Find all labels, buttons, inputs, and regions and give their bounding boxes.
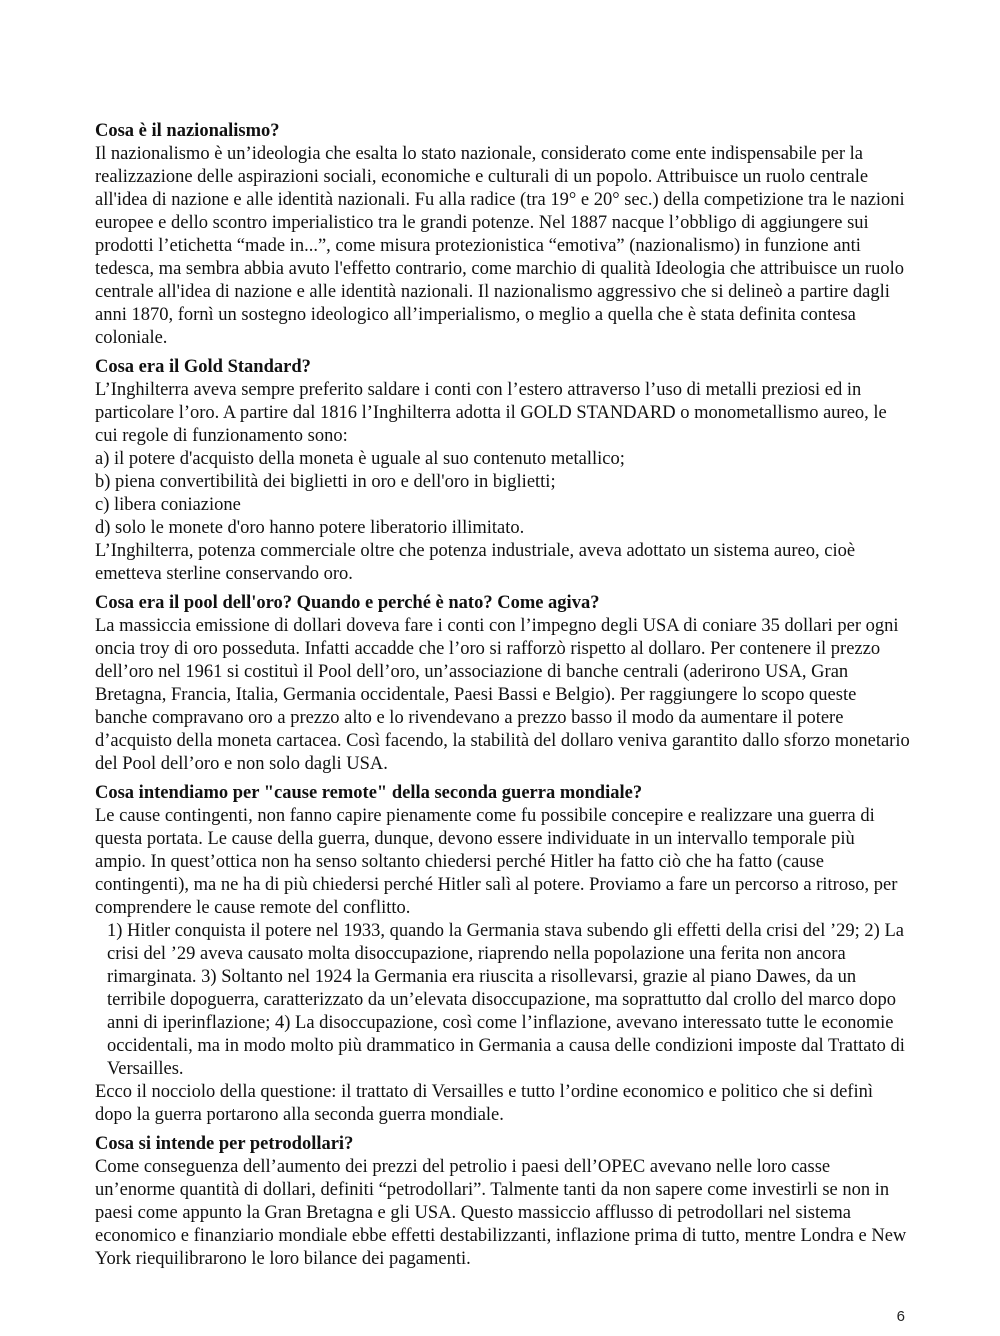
answer-paragraph: La massiccia emissione di dollari doveva fare i conti con l’impegno degli USA di coniare 35 dollari per ogni oncia troy di oro posseduta. Infatti accadde che l’oro si rafforzò rispetto al dollaro. Per contenere il prezzo dell’oro nel 1961 si costituì il Pool dell’oro, un’associazione di banche centrali (aderirono USA, Gran Bretagna, Francia, Italia, Germania occidentale, Paesi Bassi e Belgio). Per raggiungere lo scopo queste banche compravano oro a prezzo alto e lo rivendevano a prezzo basso il modo da aumentare il potere d’acquisto della moneta cartacea. Così facendo, la stabilità del dollaro veniva garantito dallo sforzo monetario del Pool dell’oro e non solo dagli USA. bbox=[95, 616, 910, 774]
section-petrodollari bbox=[95, 1133, 910, 1271]
section-gold-standard bbox=[95, 356, 910, 586]
list-item: d) solo le monete d'oro hanno potere liberatorio illimitato. bbox=[95, 518, 525, 538]
list-item: c) libera coniazione bbox=[95, 495, 241, 515]
section-cause-remote bbox=[95, 782, 910, 1127]
closing-paragraph: Ecco il nocciolo della questione: il trattato di Versailles e tutto l’ordine economico e politico che si definì dopo la guerra portarono alla seconda guerra mondiale. bbox=[95, 1082, 873, 1125]
question-heading: Cosa si intende per petrodollari? bbox=[95, 1134, 354, 1154]
numbered-causes-paragraph: 1) Hitler conquista il potere nel 1933, quando la Germania stava subendo gli effetti della crisi del ’29; 2) La crisi del ’29 aveva causato molta disoccupazione, riaprendo nella popolazione una ferita non ancora rimarginata. 3) Soltanto nel 1924 la Germania era riuscita a risollevarsi, grazie al piano Dawes, da un terribile dopoguerra, caratterizzato da un’elevata disoccupazione, ma soprattutto dal crollo del marco dopo anni di iperinflazione; 4) La disoccupazione, così come l’inflazione, avevano interessato tutte le economie occidentali, ma in modo molto più drammatico in Germania a causa delle condizioni imposte dal Trattato di Versailles. bbox=[107, 921, 905, 1079]
answer-paragraph: Come conseguenza dell’aumento dei prezzi del petrolio i paesi dell’OPEC avevano nelle loro casse un’enorme quantità di dollari, definiti “petrodollari”. Talmente tanti da non sapere come investirli se non in paesi come appunto la Gran Bretagna e gli USA. Questo massiccio afflusso di petrodollari nel sistema economico e finanziario mondiale ebbe effetti destabilizzanti, inflazione prima di tutto, mentre Londra e New York riequilibrarono le loro bilance dei pagamenti. bbox=[95, 1157, 907, 1269]
page-number: 6 bbox=[896, 1308, 905, 1325]
list-item: a) il potere d'acquisto della moneta è uguale al suo contenuto metallico; bbox=[95, 449, 625, 469]
answer-paragraph: Il nazionalismo è un’ideologia che esalta lo stato nazionale, considerato come ente indispensabile per la realizzazione delle aspirazioni sociali, economiche e culturali di un popolo. Attribuisce un ruolo centrale all'idea di nazione e alle identità nazionali. Fu alla radice (tra 19° e 20° sec.) della competizione tra le nazioni europee e dello scontro imperialistico tra le grandi potenze. Nel 1887 nacque l’obbligo di aggiungere sui prodotti l’etichetta “made in...”, come misura protezionistica “emotiva” (nazionalismo) in funzione anti tedesca, ma sembra abbia avuto l'effetto contrario, come marchio di qualità Ideologia che attribuisce un ruolo centrale all'idea di nazione e alle identità nazionali. Il nazionalismo aggressivo che si delineò a partire dagli anni 1870, fornì un sostegno ideologico all’imperialismo, o meglio a quella che è stata definita contesa coloniale. bbox=[95, 144, 905, 348]
question-heading: Cosa era il Gold Standard? bbox=[95, 357, 311, 377]
document-page bbox=[95, 120, 910, 1277]
question-heading: Cosa era il pool dell'oro? Quando e perché è nato? Come agiva? bbox=[95, 593, 600, 613]
question-heading: Cosa intendiamo per "cause remote" della seconda guerra mondiale? bbox=[95, 783, 643, 803]
list-item: b) piena convertibilità dei biglietti in oro e dell'oro in biglietti; bbox=[95, 472, 556, 492]
answer-paragraph: L’Inghilterra aveva sempre preferito saldare i conti con l’estero attraverso l’uso di metalli preziosi ed in particolare l’oro. A partire dal 1816 l’Inghilterra adotta il GOLD STANDARD o monometallismo aureo, le cui regole di funzionamento sono: bbox=[95, 380, 887, 446]
question-heading: Cosa è il nazionalismo? bbox=[95, 121, 280, 141]
answer-paragraph: L’Inghilterra, potenza commerciale oltre che potenza industriale, aveva adottato un sistema aureo, cioè emetteva sterline conservando oro. bbox=[95, 541, 856, 584]
section-nazionalismo bbox=[95, 120, 910, 350]
answer-paragraph: Le cause contingenti, non fanno capire pienamente come fu possibile concepire e realizzare una guerra di questa portata. Le cause della guerra, dunque, devono essere individuate in un intervallo temporale più ampio. In quest’ottica non ha senso soltanto chiedersi perché Hitler ha fatto ciò che ha fatto (cause contingenti), ma ne ha di più chiedersi perché Hitler salì al potere. Proviamo a fare un percorso a ritroso, per comprendere le cause remote del conflitto. bbox=[95, 806, 898, 918]
section-pool-oro bbox=[95, 592, 910, 776]
